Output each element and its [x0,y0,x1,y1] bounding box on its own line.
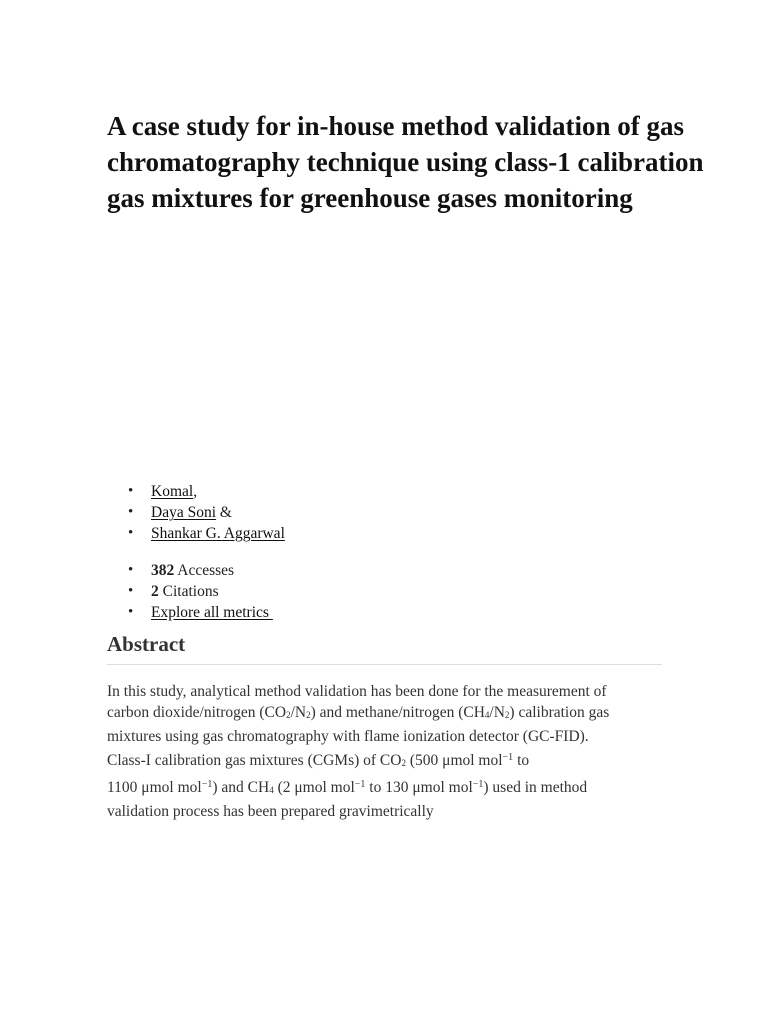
abstract-fragment: carbon dioxide/nitrogen (CO [107,704,287,721]
author-item [107,481,285,502]
abstract-line [107,747,667,774]
subscript: 4 [484,710,490,720]
abstract-line: validation process has been prepared gravimetrically [107,803,434,820]
abstract-fragment: ) calibration gas [509,704,610,721]
abstract-fragment: /N [290,704,307,721]
explore-metrics-link[interactable]: Explore all metrics [151,604,273,621]
bullet-icon: • [128,525,134,541]
accesses-label: Accesses [174,562,235,579]
bullet-icon: • [128,483,134,499]
abstract-fragment: to 130 μmol mol [365,779,473,796]
superscript: −1 [472,779,484,790]
metric-accesses [107,560,273,581]
abstract-text [107,681,667,822]
abstract-fragment: (2 μmol mol [273,779,355,796]
subscript: 2 [286,710,291,720]
bullet-icon: • [128,562,134,578]
author-link-shankar-aggarwal[interactable]: Shankar G. Aggarwal [151,525,285,542]
superscript: −1 [502,752,514,763]
metric-citations [107,581,273,602]
abstract-fragment: ) used in method [483,779,588,796]
abstract-fragment: Class-I calibration gas mixtures (CGMs) of CO [107,752,402,769]
metrics-list [107,560,273,623]
abstract-line [107,774,667,801]
subscript: 2 [504,710,510,720]
abstract-divider [107,664,662,665]
abstract-line: mixtures using gas chromatography with flame ionization detector (GC-FID). [107,728,589,745]
subscript: 4 [269,785,274,795]
abstract-fragment: /N [489,704,505,721]
accesses-count: 382 [151,562,175,579]
author-link-daya-soni[interactable]: Daya Soni [151,504,217,521]
abstract-fragment: 1100 μmol mol [107,779,202,796]
bullet-icon: • [128,604,134,620]
metric-explore [107,602,273,623]
bullet-icon: • [128,583,134,599]
abstract-line [107,702,667,726]
author-item [107,502,285,523]
author-link-komal[interactable]: Komal [151,483,194,500]
abstract-fragment: ) and CH [212,779,270,796]
subscript: 2 [401,758,406,768]
superscript: −1 [201,779,213,790]
author-item [107,523,285,544]
bullet-icon: • [128,504,134,520]
citations-label: Citations [158,583,219,600]
superscript: −1 [354,779,366,790]
abstract-fragment: ) and methane/nitrogen (CH [310,704,485,721]
abstract-heading: Abstract [107,632,186,656]
subscript: 2 [306,710,311,720]
citations-count: 2 [151,583,159,600]
author-list [107,481,285,544]
author-separator: & [216,504,232,521]
abstract-line: In this study, analytical method validation has been done for the measurement of [107,683,607,700]
article-title: A case study for in-house method validation of gas chromatography technique using class-1 calibration gas mixtures for greenhouse gases monitoring [107,111,704,213]
author-separator: , [193,483,198,500]
abstract-fragment: (500 μmol mol [405,752,503,769]
abstract-fragment: to [513,752,530,769]
